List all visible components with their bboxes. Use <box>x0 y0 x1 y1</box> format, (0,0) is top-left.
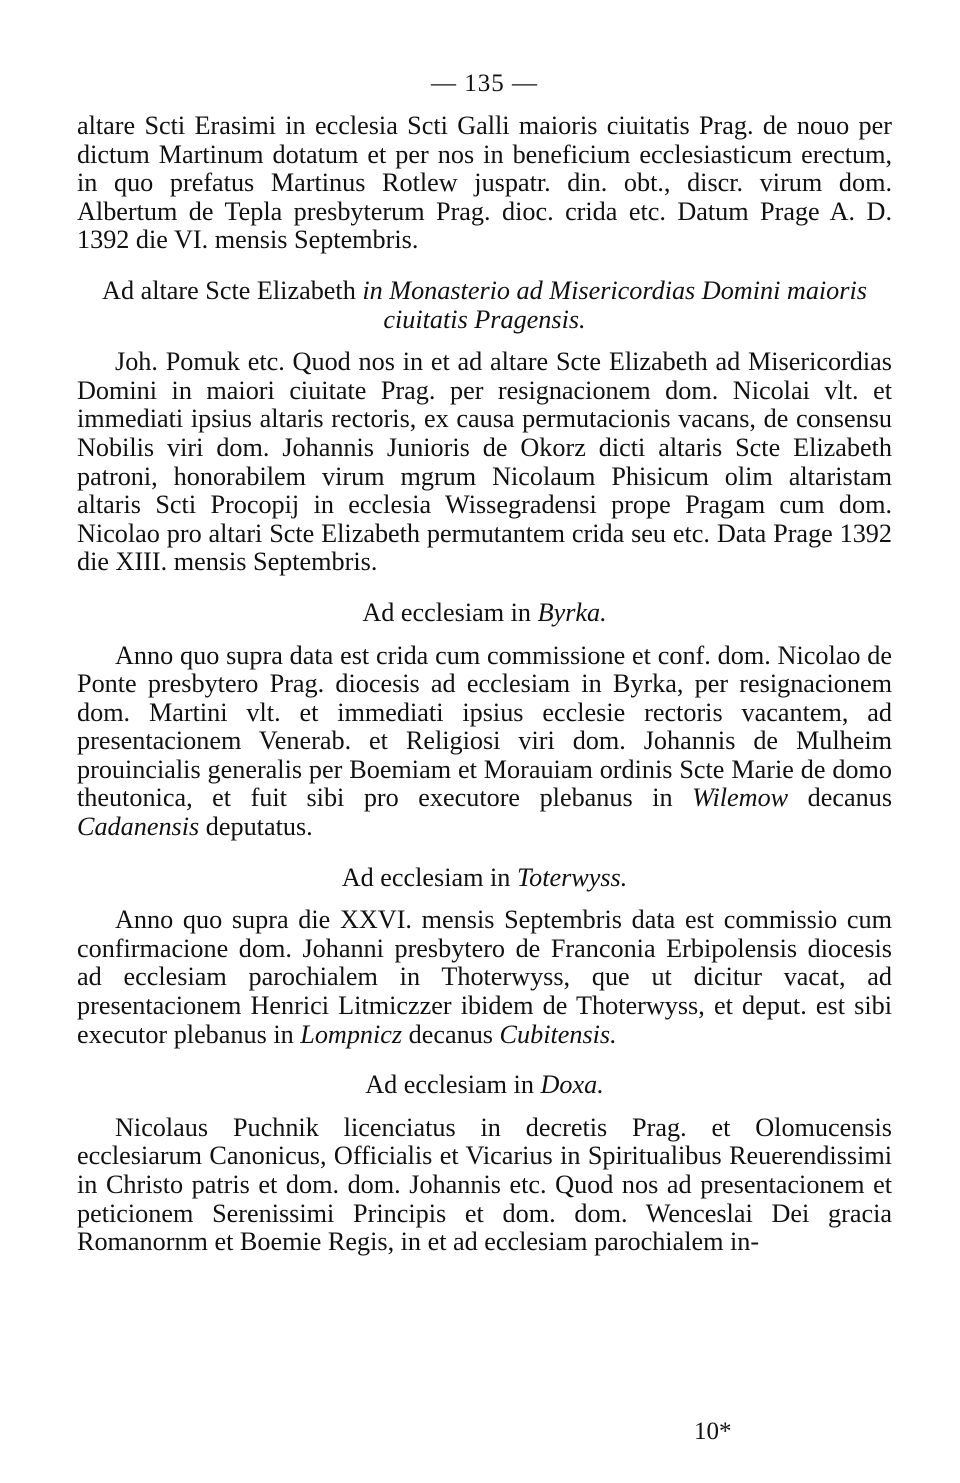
intro-paragraph: altare Scti Erasimi in ecclesia Scti Galli maioris ciuitatis Prag. de nouo per dictum Martinum dotatum et per nos in beneficium ecclesiasticum erectum, in quo prefatus Martinus Rotlew juspatr. din. obt., discr. virum dom. Albertum de Tepla presbyterum Prag. dioc. crida etc. Datum Prage A. D. 1392 die VI. mensis Septembris. <box>77 111 892 255</box>
section-body-toterwyss <box>77 906 892 1049</box>
section-body-byrka <box>77 642 892 842</box>
signature-mark: 10* <box>694 1418 732 1445</box>
section-body-elizabeth: Joh. Pomuk etc. Quod nos in et ad altare Scte Elizabeth ad Misericordias Domini in maiori ciuitate Prag. per resignacionem dom. Nicolai vlt. et immediati ipsius altaris rectoris, ex causa permutacionis vacans, de consensu Nobilis viri dom. Johannis Junioris de Okorz dicti altaris Scte Elizabeth patroni, honorabilem virum mgrum Nicolaum Phisicum olim altaristam altaris Scti Procopij in ecclesia Wissegradensi prope Pragam cum dom. Nicolao pro altari Scte Elizabeth permutantem crida seu etc. Data Prage 1392 die XIII. mensis Septembris. <box>77 347 892 577</box>
place-name: Wilemow <box>692 783 789 813</box>
place-name: Cubitensis. <box>499 1019 617 1049</box>
body-text: Anno quo supra die XXVI. mensis Septembris data est commissio cum confirmacione dom. Johanni presbytero de Franconia Erbipolensis diocesis ad ecclesiam parochialem in Thoterwyss, que ut dicitur vacat, ad presentacionem Henrici Litmiczzer ibidem de Thoterwyss, et deput. est sibi executor plebanus in <box>77 905 892 1049</box>
heading-plain: Ad ecclesiam in <box>365 1070 534 1100</box>
heading-italic: Byrka. <box>537 597 607 627</box>
section-heading-byrka <box>77 599 892 628</box>
body-text: decanus <box>807 783 893 813</box>
section-heading-elizabeth <box>77 277 892 334</box>
body-text: deputatus. <box>205 812 313 842</box>
section-heading-toterwyss <box>77 864 892 893</box>
body-text: Anno quo supra data est crida cum commissione et conf. dom. Nicolao de Ponte presbytero Prag. diocesis ad ecclesiam in Byrka, per resignacionem dom. Martini vlt. et immediati ipsius ecclesie rectoris vacantem, ad presentacionem Venerab. et Religiosi viri dom. Johannis de Mulheim prouincialis generalis per Boemiam et Morauiam ordinis Scte Marie de domo theutonica, et fuit sibi pro executore plebanus in <box>77 640 892 813</box>
place-name: Lompnicz <box>300 1019 403 1049</box>
heading-italic: in Monasterio ad Misericordias Domini maioris ciuitatis Pragensis. <box>362 275 867 334</box>
heading-italic: Toterwyss. <box>516 862 628 892</box>
heading-plain: Ad altare Scte Elizabeth <box>102 275 356 305</box>
section-body-doxa: Nicolaus Puchnik licenciatus in decretis Prag. et Olomucensis ecclesiarum Canonicus, Officialis et Vicarius in Spiritualibus Reuerendissimi in Christo patris et dom. dom. Johannis etc. Quod nos ad presentacionem et peticionem Serenissimi Principis et dom. dom. Wenceslai Dei gracia Romanornm et Boemie Regis, in et ad ecclesiam parochialem in- <box>77 1112 892 1257</box>
heading-plain: Ad ecclesiam in <box>341 862 511 892</box>
page-number: — 135 — <box>431 70 538 97</box>
document-page <box>77 70 892 1257</box>
heading-plain: Ad ecclesiam in <box>362 597 532 627</box>
section-heading-doxa <box>77 1071 892 1100</box>
body-text: decanus <box>408 1019 493 1049</box>
heading-italic: Doxa. <box>540 1070 604 1100</box>
place-name: Cadanensis <box>77 812 200 842</box>
